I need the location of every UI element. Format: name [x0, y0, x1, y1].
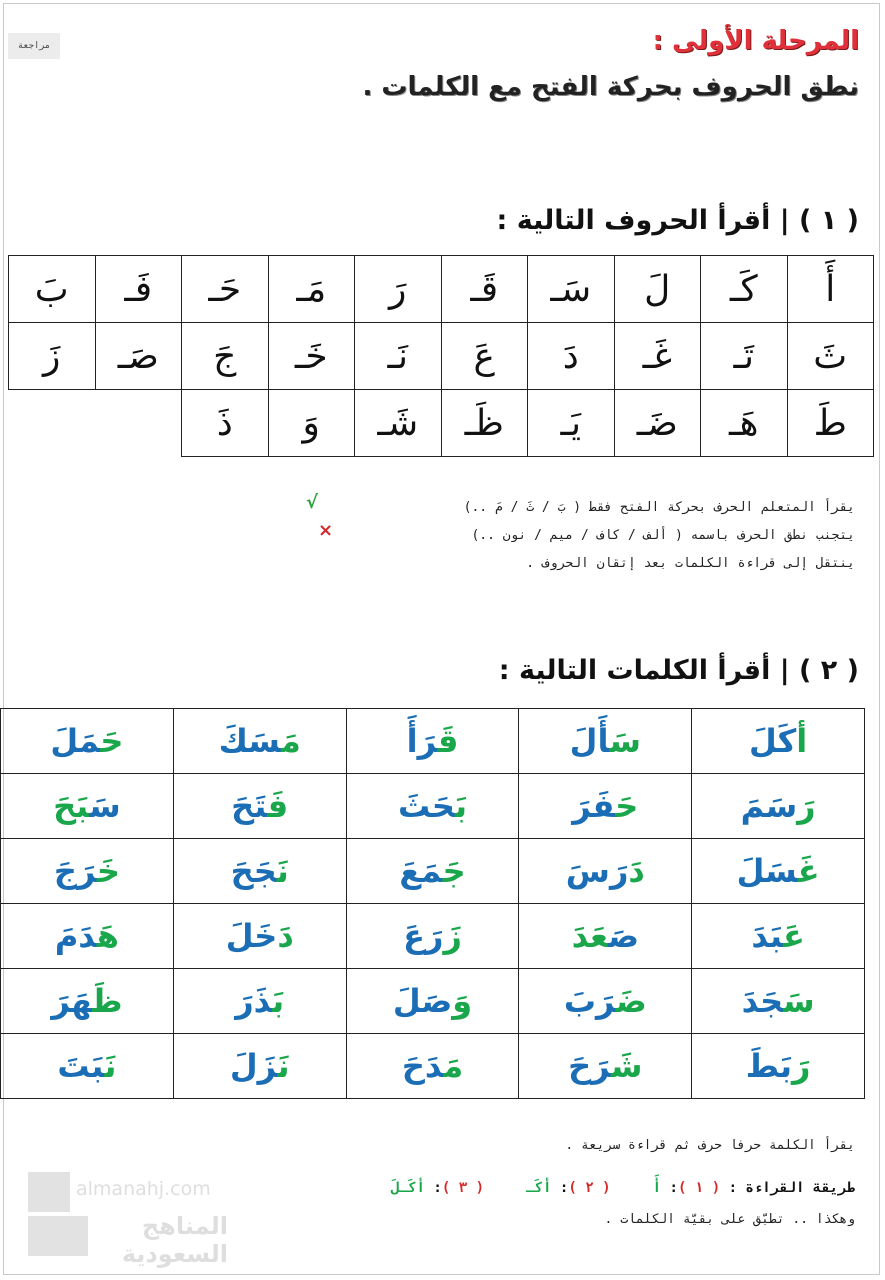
word-cell — [173, 904, 346, 969]
word-part: عَدَ — [571, 917, 609, 955]
word-part: سَمَ — [740, 787, 798, 825]
step-3-text: أكَـلَ — [391, 1180, 425, 1196]
word-cell — [1, 1034, 174, 1099]
watermark-site: almanahj.com — [76, 1178, 211, 1200]
word-part: فَرَ — [572, 787, 616, 825]
step-2-text: أكَـ — [526, 1180, 552, 1196]
word-part: رَأَ — [406, 722, 438, 760]
words-row — [1, 774, 865, 839]
words-row — [1, 839, 865, 904]
word-part: ضَ — [615, 982, 647, 1020]
word-part: ذَرَ — [235, 982, 273, 1020]
method-intro: يقرأ الكلمة حرفا حرف ثم قراءة سريعة . — [565, 1138, 855, 1153]
word-part: سَ — [89, 787, 121, 825]
words-row — [1, 969, 865, 1034]
word-part: كَلَ — [749, 722, 797, 760]
word-cell — [346, 774, 519, 839]
section-2-heading: ( ٢ ) | أقرأ الكلمات التالية : — [498, 655, 859, 686]
note-line-2: يتجنب نطق الحرف باسمه ( ألف / كاف / ميم / نون ..) — [471, 528, 855, 543]
word-part: جَ — [442, 852, 466, 890]
step-3-sep: : — [433, 1180, 442, 1196]
word-part: أَلَ — [569, 722, 610, 760]
letter-cell: شَـ — [355, 390, 442, 457]
letter-cell: هَـ — [701, 390, 788, 457]
word-part: دَمَ — [54, 917, 97, 955]
letter-cell: فَـ — [95, 256, 182, 323]
word-cell — [346, 904, 519, 969]
letter-cell: ثَ — [787, 323, 874, 390]
word-cell — [346, 709, 519, 774]
word-part: تَحَ — [231, 787, 268, 825]
letter-cell: لَ — [614, 256, 701, 323]
word-part: رَحَ — [568, 1047, 612, 1085]
word-part: رَسَ — [565, 852, 629, 890]
stage-title: المرحلة الأولى : — [652, 26, 859, 56]
letter-cell: ظَـ — [441, 390, 528, 457]
letter-cell: جَ — [182, 323, 269, 390]
word-cell — [173, 1034, 346, 1099]
word-part: بَ — [272, 982, 285, 1020]
word-part: صَ — [608, 917, 640, 955]
word-cell — [519, 904, 692, 969]
word-part: مَلَ — [50, 722, 101, 760]
word-part: عَ — [782, 917, 805, 955]
word-part: نَ — [276, 852, 289, 890]
cross-icon: × — [318, 520, 334, 541]
word-part: حَثَ — [398, 787, 455, 825]
letter-cell: زَ — [9, 323, 96, 390]
word-part: زَ — [443, 917, 462, 955]
watermark-logo-block — [28, 1216, 88, 1256]
word-cell — [692, 774, 865, 839]
letter-cell: خَـ — [268, 323, 355, 390]
step-2-sep: : — [559, 1180, 569, 1196]
word-cell — [173, 774, 346, 839]
empty-cell — [9, 390, 96, 457]
word-cell — [1, 709, 174, 774]
word-cell — [346, 969, 519, 1034]
words-row — [1, 1034, 865, 1099]
check-icon: √ — [306, 492, 319, 513]
word-part: رَ — [797, 787, 816, 825]
word-part: بَدَ — [751, 917, 783, 955]
word-part: سَ — [783, 982, 815, 1020]
word-part: رَ — [792, 1047, 811, 1085]
step-3-number: ( ٣ ) — [441, 1180, 485, 1196]
word-part: حَ — [615, 787, 639, 825]
letter-cell: كَـ — [701, 256, 788, 323]
review-tag: مراجعة — [8, 33, 60, 59]
letter-cell: غَـ — [614, 323, 701, 390]
method-outro: وهكذا .. تطبّق على بقيّة الكلمات . — [604, 1212, 855, 1227]
step-1-text: أَ — [652, 1180, 662, 1196]
letter-cell: رَ — [355, 256, 442, 323]
letter-cell: حَـ — [182, 256, 269, 323]
letter-cell: سَـ — [528, 256, 615, 323]
word-cell — [346, 1034, 519, 1099]
letter-cell: تَـ — [701, 323, 788, 390]
word-cell — [519, 709, 692, 774]
word-cell — [173, 839, 346, 904]
letter-cell: ذَ — [182, 390, 269, 457]
note-line-3: ينتقل إلى قراءة الكلمات بعد إتقان الحروف . — [526, 556, 855, 571]
word-cell — [346, 839, 519, 904]
word-cell — [692, 904, 865, 969]
word-cell — [1, 839, 174, 904]
word-part: صَلَ — [392, 982, 453, 1020]
letter-cell: نَـ — [355, 323, 442, 390]
word-part: نَ — [104, 1047, 117, 1085]
letter-cell: ضَـ — [614, 390, 701, 457]
word-part: سَكَ — [218, 722, 281, 760]
section-1-heading: ( ١ ) | أقرأ الحروف التالية : — [496, 205, 859, 236]
word-part: رَبَ — [563, 982, 616, 1020]
word-part: سَلَ — [736, 852, 798, 890]
step-1-number: ( ١ ) — [677, 1180, 721, 1196]
step-1-sep: : — [669, 1180, 678, 1196]
word-cell — [519, 774, 692, 839]
watermark — [28, 1170, 228, 1268]
letters-row — [9, 256, 874, 323]
letters-row — [9, 390, 874, 457]
word-part: هَ — [96, 917, 119, 955]
letter-cell: دَ — [528, 323, 615, 390]
word-cell — [519, 1034, 692, 1099]
word-part: وَ — [452, 982, 473, 1020]
word-part: ظَ — [92, 982, 123, 1020]
letter-cell: وَ — [268, 390, 355, 457]
letters-table — [8, 255, 874, 457]
words-row — [1, 904, 865, 969]
word-part: رَعَ — [403, 917, 444, 955]
word-part: مَ — [280, 722, 301, 760]
word-part: بَ — [454, 787, 467, 825]
empty-cell — [95, 390, 182, 457]
word-cell — [1, 969, 174, 1034]
lesson-subtitle: نطق الحروف بحركة الفتح مع الكلمات . — [362, 72, 859, 102]
watermark-logo-block — [28, 1172, 70, 1212]
word-part: مَ — [443, 1047, 464, 1085]
word-part: بَتَ — [57, 1047, 105, 1085]
word-part: بَحَ — [53, 787, 90, 825]
letters-row — [9, 323, 874, 390]
letter-cell: صَـ — [95, 323, 182, 390]
word-part: قَ — [437, 722, 459, 760]
letter-cell: عَ — [441, 323, 528, 390]
word-part: نَ — [277, 1047, 290, 1085]
word-part: شَ — [611, 1047, 643, 1085]
word-part: فَ — [267, 787, 289, 825]
note-line-1: يقرأ المتعلم الحرف بحركة الفتح فقط ( بَ / ثَ / مَ ..) — [463, 500, 855, 515]
word-cell — [519, 969, 692, 1034]
words-table — [0, 708, 865, 1099]
word-part: رَجَ — [53, 852, 97, 890]
word-part: هَرَ — [51, 982, 93, 1020]
letter-cell: بَ — [9, 256, 96, 323]
word-cell — [692, 1034, 865, 1099]
word-part: دَ — [277, 917, 294, 955]
word-cell — [1, 774, 174, 839]
method-label: طريقة القراءة : — [728, 1180, 855, 1196]
letter-cell: يَـ — [528, 390, 615, 457]
word-part: حَ — [100, 722, 124, 760]
word-part: غَ — [797, 852, 820, 890]
watermark-name: المناهج السعودية — [121, 1212, 228, 1268]
word-part: مَعَ — [399, 852, 443, 890]
word-cell — [173, 969, 346, 1034]
letter-cell: قَـ — [441, 256, 528, 323]
letter-cell: مَـ — [268, 256, 355, 323]
word-cell — [692, 709, 865, 774]
word-part: زَلَ — [229, 1047, 278, 1085]
reading-method — [391, 1180, 855, 1196]
word-part: دَ — [628, 852, 645, 890]
word-cell — [519, 839, 692, 904]
step-2-number: ( ٢ ) — [568, 1180, 611, 1196]
words-row — [1, 709, 865, 774]
letter-cell: طَ — [787, 390, 874, 457]
word-part: سَ — [609, 722, 641, 760]
word-cell — [173, 709, 346, 774]
word-part: جَحَ — [230, 852, 277, 890]
word-part: جَدَ — [741, 982, 784, 1020]
word-part: بَطَ — [745, 1047, 793, 1085]
word-part: خَلَ — [225, 917, 278, 955]
word-cell — [692, 969, 865, 1034]
letter-cell: أَ — [787, 256, 874, 323]
word-cell — [1, 904, 174, 969]
word-part: دَحَ — [401, 1047, 444, 1085]
word-part: أ — [796, 722, 808, 760]
word-cell — [692, 839, 865, 904]
word-part: خَ — [96, 852, 120, 890]
